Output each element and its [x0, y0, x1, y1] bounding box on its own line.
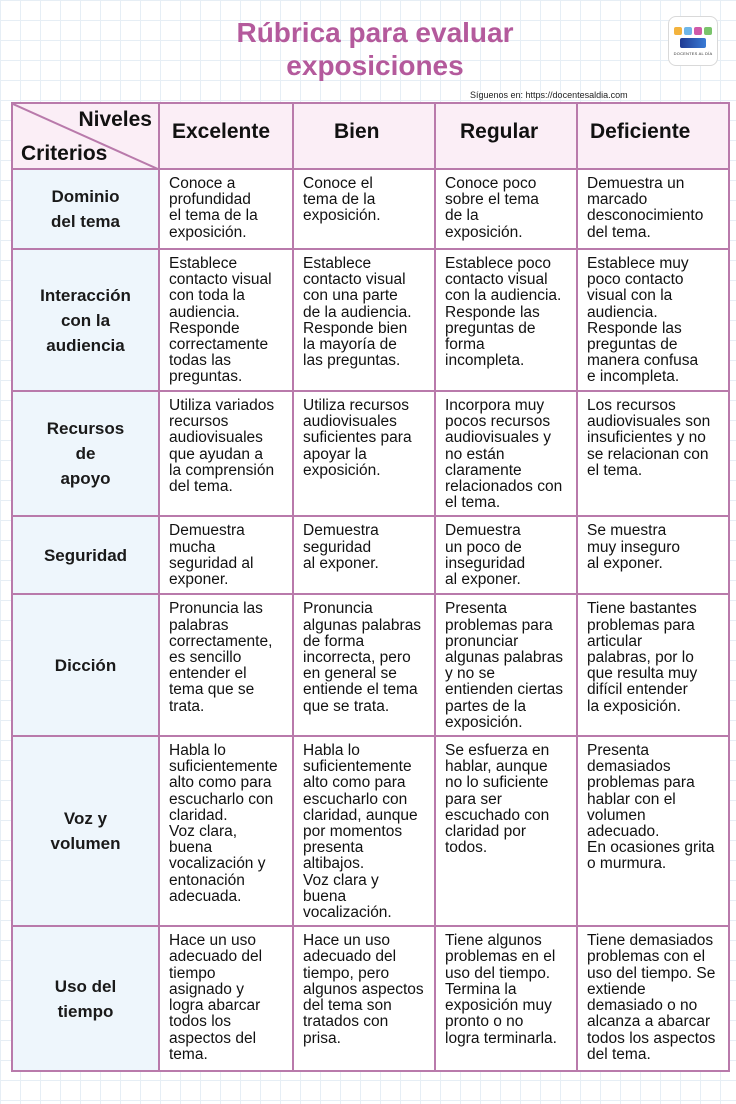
rubric-table: [11, 102, 730, 1072]
rubric-cell: Se esfuerza en hablar, aunque no lo suficiente para ser escuchado con claridad por todos.: [435, 736, 577, 926]
rubric-cell: Pronuncia algunas palabras de forma incorrecta, pero en general se entiende el tema que se trata.: [293, 594, 435, 736]
criterion-row: [12, 926, 729, 1071]
criterion-label: Seguridad: [12, 516, 159, 594]
logo-text: DOCENTES AL DÍA: [673, 50, 713, 56]
rubric-cell: Pronuncia las palabras correctamente, es sencillo entender el tema que se trata.: [159, 594, 293, 736]
rubric-cell: Presenta problemas para pronunciar algunas palabras y no se entienden ciertas partes de la exposición.: [435, 594, 577, 736]
level-header: Bien: [293, 103, 435, 169]
level-header: Deficiente: [577, 103, 729, 169]
rubric-cell: Habla lo suficientemente alto como para escucharlo con claridad. Voz clara, buena vocalización y entonación adecuada.: [159, 736, 293, 926]
levels-label: Niveles: [78, 108, 152, 131]
rubric-cell: Se muestra muy inseguro al exponer.: [577, 516, 729, 594]
criterion-row: [12, 169, 729, 249]
level-header: Excelente: [159, 103, 293, 169]
follow-link-text[interactable]: Síguenos en: https://docentesaldia.com: [470, 90, 628, 100]
rubric-cell: Utiliza recursos audiovisuales suficientes para apoyar la exposición.: [293, 391, 435, 516]
criterion-label: Uso del tiempo: [12, 926, 159, 1071]
brand-logo: [668, 16, 718, 66]
rubric-cell: Utiliza variados recursos audiovisuales que ayudan a la comprensión del tema.: [159, 391, 293, 516]
criterion-label: Dominio del tema: [12, 169, 159, 249]
rubric-cell: Establece contacto visual con una parte de la audiencia. Responde bien la mayoría de las preguntas.: [293, 249, 435, 391]
rubric-cell: Hace un uso adecuado del tiempo, pero algunos aspectos del tema son tratados con prisa.: [293, 926, 435, 1071]
rubric-cell: Los recursos audiovisuales son insuficientes y no se relacionan con el tema.: [577, 391, 729, 516]
criterion-label: Dicción: [12, 594, 159, 736]
criterion-row: [12, 594, 729, 736]
criterion-label: Interacción con la audiencia: [12, 249, 159, 391]
rubric-cell: Tiene demasiados problemas con el uso del tiempo. Se extiende demasiado o no alcanza a abarcar todos los aspectos del tema.: [577, 926, 729, 1071]
criterion-label: Recursos de apoyo: [12, 391, 159, 516]
rubric-cell: Establece poco contacto visual con la audiencia. Responde las preguntas de forma incompleta.: [435, 249, 577, 391]
criterion-row: [12, 391, 729, 516]
rubric-cell: Conoce el tema de la exposición.: [293, 169, 435, 249]
level-header: Regular: [435, 103, 577, 169]
rubric-cell: Habla lo suficientemente alto como para escucharlo con claridad, aunque por momentos presenta altibajos. Voz clara y buena vocalización.: [293, 736, 435, 926]
page-title: Rúbrica para evaluar exposiciones: [236, 17, 514, 81]
rubric-cell: Conoce a profundidad el tema de la exposición.: [159, 169, 293, 249]
rubric-cell: Incorpora muy pocos recursos audiovisuales y no están claramente relacionados con el tema.: [435, 391, 577, 516]
rubric-cell: Demuestra mucha seguridad al exponer.: [159, 516, 293, 594]
criterion-row: [12, 736, 729, 926]
rubric-cell: Demuestra un marcado desconocimiento del tema.: [577, 169, 729, 249]
logo-icon: [674, 27, 712, 35]
corner-header: [12, 103, 159, 169]
rubric-cell: Establece muy poco contacto visual con la audiencia. Responde las preguntas de manera confusa e incompleta.: [577, 249, 729, 391]
rubric-cell: Establece contacto visual con toda la audiencia. Responde correctamente todas las preguntas.: [159, 249, 293, 391]
criterion-row: [12, 516, 729, 594]
rubric-cell: Hace un uso adecuado del tiempo asignado y logra abarcar todos los aspectos del tema.: [159, 926, 293, 1071]
rubric-cell: Conoce poco sobre el tema de la exposición.: [435, 169, 577, 249]
criterion-label: Voz y volumen: [12, 736, 159, 926]
criterion-row: [12, 249, 729, 391]
rubric-cell: Tiene algunos problemas en el uso del tiempo. Termina la exposición muy pronto o no logra terminarla.: [435, 926, 577, 1071]
criteria-label: Criterios: [21, 142, 108, 165]
rubric-cell: Demuestra un poco de inseguridad al exponer.: [435, 516, 577, 594]
header-row: [12, 103, 729, 169]
rubric-cell: Demuestra seguridad al exponer.: [293, 516, 435, 594]
rubric-cell: Tiene bastantes problemas para articular palabras, por lo que resulta muy difícil entender la exposición.: [577, 594, 729, 736]
rubric-cell: Presenta demasiados problemas para hablar con el volumen adecuado. En ocasiones grita o murmura.: [577, 736, 729, 926]
